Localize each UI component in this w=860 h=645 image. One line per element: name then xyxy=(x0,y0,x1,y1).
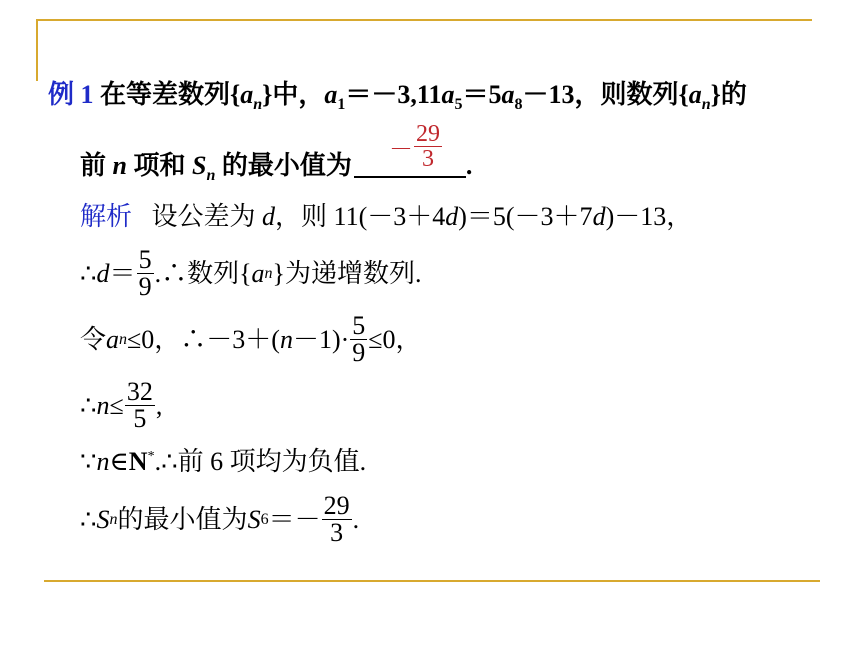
solution-line-2: ∴ d ＝ $\frac{5}{9}$ .∴数列{ a n }为递增数列. xyxy=(80,245,422,301)
top-border-line xyxy=(36,19,812,21)
solution-line-4: ∴ n ≤ $\frac{32}{5}$ , xyxy=(80,377,163,433)
solution-line-3: 令 a n ≤0，∴－3＋( n －1)· $\frac{5}{9}$ ≤0， xyxy=(80,311,422,367)
fraction-29-3: $\frac{29}{3}$ xyxy=(323,491,350,547)
example-label: 例 1 xyxy=(48,80,94,109)
solution-line-5: ∵n∈N*.∴前 6 项均为负值. xyxy=(80,447,367,476)
bottom-border-line xyxy=(44,580,820,582)
solution-label: 解析 xyxy=(80,202,133,231)
solution-line-6: ∴ S n 的最小值为 S 6 ＝－ $\frac{29}{3}$ . xyxy=(80,491,360,547)
solution-line-1: 解析 设公差为 d，则 11(－3＋4d)＝5(－3＋7d)－13， xyxy=(80,202,693,231)
question-line-2: 前 n 项和 $S_n$ 的最小值为 . xyxy=(80,148,472,181)
answer-fraction: － $\frac{29}{3}$ xyxy=(389,121,440,172)
left-border-line xyxy=(36,19,38,81)
fraction-5-9: $\frac{5}{9}$ xyxy=(138,245,152,301)
fraction-32-5: $\frac{32}{5}$ xyxy=(126,377,153,433)
fraction-5-9: $\frac{5}{9}$ xyxy=(352,311,366,367)
question-line-1: 例 1 在等差数列$\{a_n\}$中，$a_1=-3,11a_5=5a_8-13$，则数列$\{a_n\}$的 xyxy=(48,80,747,113)
